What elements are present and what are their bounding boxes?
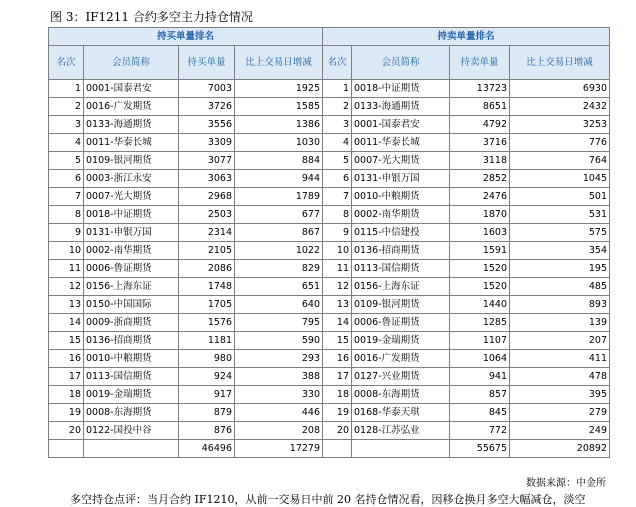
long-group-header: 持买单量排名 [49,28,323,46]
short-change-cell: 776 [510,134,610,152]
short-change-cell: 411 [510,350,610,368]
long-member-cell: 0150-中国国际 [84,296,179,314]
rank-cell: 10 [49,242,84,260]
long-change-cell: 1925 [235,80,323,98]
short-member-cell: 0008-东海期货 [352,386,450,404]
table-row [49,368,610,386]
table-row [49,242,610,260]
long-member-cell: 0133-海通期货 [84,116,179,134]
rank-cell: 8 [49,206,84,224]
long-change-cell: 388 [235,368,323,386]
rank-cell: 6 [49,170,84,188]
long-change-cell: 1022 [235,242,323,260]
long-member-cell: 0136-招商期货 [84,332,179,350]
table-row [49,314,610,332]
long-change-cell: 795 [235,314,323,332]
long-volume-cell: 3077 [179,152,235,170]
short-volume-cell: 1870 [450,206,510,224]
rank-cell: 1 [323,80,352,98]
long-change-cell: 1386 [235,116,323,134]
member-header: 会员简称 [352,46,450,80]
short-volume-cell: 857 [450,386,510,404]
long-member-cell: 0002-南华期货 [84,242,179,260]
rank-cell: 14 [49,314,84,332]
rank-cell: 5 [49,152,84,170]
rank-cell: 20 [323,422,352,440]
rank-cell: 5 [323,152,352,170]
short-member-cell: 0109-银河期货 [352,296,450,314]
table-row [49,188,610,206]
long-volume-cell: 879 [179,404,235,422]
rank-cell: 10 [323,242,352,260]
short-change-header: 比上交易日增减 [510,46,610,80]
rank-cell: 18 [49,386,84,404]
table-row [49,350,610,368]
table-row [49,296,610,314]
figure-caption: 图 3：IF1211 合约多空主力持仓情况 [50,10,253,24]
footer-commentary: 多空持仓点评：当月合约 IF1210，从前一交易日中前 20 名持仓情况看，因移仓换月多空大幅减仓，淡空 [70,493,586,506]
short-volume-cell: 1064 [450,350,510,368]
short-change-cell: 575 [510,224,610,242]
long-change-cell: 651 [235,278,323,296]
data-source: 数据来源：中金所 [526,478,606,489]
rank-cell: 12 [323,278,352,296]
short-change-cell: 354 [510,242,610,260]
long-member-cell: 0008-东海期货 [84,404,179,422]
rank-cell: 2 [323,98,352,116]
long-volume-cell: 7003 [179,80,235,98]
long-volume-header: 持买单量 [179,46,235,80]
short-volume-cell: 772 [450,422,510,440]
long-change-cell: 590 [235,332,323,350]
long-volume-cell: 2086 [179,260,235,278]
rank-cell: 17 [323,368,352,386]
long-member-cell: 0001-国泰君安 [84,80,179,98]
short-member-cell: 0115-中信建投 [352,224,450,242]
total-short-change: 20892 [510,440,610,458]
short-change-cell: 893 [510,296,610,314]
total-member-cell [84,440,179,458]
short-change-cell: 395 [510,386,610,404]
table-row [49,260,610,278]
total-long-change: 17279 [235,440,323,458]
short-change-cell: 195 [510,260,610,278]
rank-cell: 19 [49,404,84,422]
short-volume-cell: 2476 [450,188,510,206]
short-volume-cell: 13723 [450,80,510,98]
rank-cell: 3 [323,116,352,134]
short-member-cell: 0019-金瑞期货 [352,332,450,350]
rank-cell: 9 [323,224,352,242]
member-header: 会员简称 [84,46,179,80]
short-change-cell: 207 [510,332,610,350]
short-change-cell: 478 [510,368,610,386]
rank-cell: 4 [49,134,84,152]
table-row [49,206,610,224]
short-member-cell: 0136-招商期货 [352,242,450,260]
rank-cell: 12 [49,278,84,296]
short-volume-cell: 845 [450,404,510,422]
short-volume-cell: 2852 [450,170,510,188]
short-volume-cell: 1107 [450,332,510,350]
rank-cell: 18 [323,386,352,404]
table-row [49,98,610,116]
long-volume-cell: 1705 [179,296,235,314]
short-volume-cell: 3716 [450,134,510,152]
long-change-cell: 944 [235,170,323,188]
long-volume-cell: 3556 [179,116,235,134]
long-change-cell: 1585 [235,98,323,116]
short-change-cell: 485 [510,278,610,296]
short-change-cell: 279 [510,404,610,422]
long-volume-cell: 3063 [179,170,235,188]
rank-cell: 8 [323,206,352,224]
rank-cell: 1 [49,80,84,98]
short-volume-cell: 1285 [450,314,510,332]
short-member-cell: 0001-国泰君安 [352,116,450,134]
long-volume-cell: 876 [179,422,235,440]
rank-cell: 15 [323,332,352,350]
long-member-cell: 0113-国信期货 [84,368,179,386]
long-member-cell: 0122-国投中谷 [84,422,179,440]
long-member-cell: 0018-中证期货 [84,206,179,224]
long-change-cell: 677 [235,206,323,224]
short-member-cell: 0010-中粮期货 [352,188,450,206]
rank-cell: 7 [323,188,352,206]
long-member-cell: 0156-上海东证 [84,278,179,296]
long-change-cell: 293 [235,350,323,368]
total-long-volume: 46496 [179,440,235,458]
long-volume-cell: 917 [179,386,235,404]
rank-cell: 20 [49,422,84,440]
long-change-cell: 1789 [235,188,323,206]
long-change-cell: 446 [235,404,323,422]
total-short-volume: 55675 [450,440,510,458]
short-change-cell: 3253 [510,116,610,134]
short-volume-cell: 1591 [450,242,510,260]
long-change-cell: 640 [235,296,323,314]
short-volume-cell: 941 [450,368,510,386]
table-row [49,170,610,188]
long-change-cell: 829 [235,260,323,278]
long-volume-cell: 2968 [179,188,235,206]
rank-cell: 2 [49,98,84,116]
position-ranking-table [48,27,610,458]
long-change-cell: 208 [235,422,323,440]
long-change-cell: 330 [235,386,323,404]
rank-cell: 14 [323,314,352,332]
rank-cell: 6 [323,170,352,188]
short-member-cell: 0127-兴业期货 [352,368,450,386]
total-rank-cell [49,440,84,458]
short-volume-cell: 4792 [450,116,510,134]
short-group-header: 持卖单量排名 [323,28,610,46]
long-volume-cell: 924 [179,368,235,386]
column-header-row [49,46,610,80]
rank-cell: 11 [49,260,84,278]
rank-cell: 4 [323,134,352,152]
long-volume-cell: 2503 [179,206,235,224]
short-volume-cell: 1440 [450,296,510,314]
short-volume-cell: 1520 [450,278,510,296]
short-volume-cell: 1520 [450,260,510,278]
rank-cell: 9 [49,224,84,242]
short-member-cell: 0018-中证期货 [352,80,450,98]
short-member-cell: 0128-江苏弘业 [352,422,450,440]
rank-cell: 3 [49,116,84,134]
long-member-cell: 0009-浙商期货 [84,314,179,332]
rank-cell: 17 [49,368,84,386]
total-row [49,440,610,458]
short-change-cell: 764 [510,152,610,170]
short-volume-header: 持卖单量 [450,46,510,80]
rank-cell: 15 [49,332,84,350]
long-volume-cell: 980 [179,350,235,368]
long-volume-cell: 2314 [179,224,235,242]
short-member-cell: 0168-华泰天琪 [352,404,450,422]
short-change-cell: 1045 [510,170,610,188]
short-member-cell: 0002-南华期货 [352,206,450,224]
total-member-cell [352,440,450,458]
table-row [49,134,610,152]
long-volume-cell: 2105 [179,242,235,260]
long-change-cell: 884 [235,152,323,170]
rank-header: 名次 [49,46,84,80]
rank-header: 名次 [323,46,352,80]
short-member-cell: 0131-申银万国 [352,170,450,188]
short-change-cell: 6930 [510,80,610,98]
table-row [49,152,610,170]
table-row [49,116,610,134]
short-volume-cell: 3118 [450,152,510,170]
total-rank-cell [323,440,352,458]
long-change-cell: 867 [235,224,323,242]
short-member-cell: 0007-光大期货 [352,152,450,170]
short-member-cell: 0006-鲁证期货 [352,314,450,332]
long-volume-cell: 1181 [179,332,235,350]
short-member-cell: 0011-华泰长城 [352,134,450,152]
short-member-cell: 0156-上海东证 [352,278,450,296]
long-member-cell: 0011-华泰长城 [84,134,179,152]
rank-cell: 13 [49,296,84,314]
long-member-cell: 0109-银河期货 [84,152,179,170]
short-change-cell: 531 [510,206,610,224]
long-volume-cell: 3309 [179,134,235,152]
table-row [49,80,610,98]
table-row [49,224,610,242]
long-volume-cell: 3726 [179,98,235,116]
long-change-cell: 1030 [235,134,323,152]
short-member-cell: 0113-国信期货 [352,260,450,278]
table-row [49,386,610,404]
long-volume-cell: 1748 [179,278,235,296]
short-member-cell: 0016-广发期货 [352,350,450,368]
rank-cell: 7 [49,188,84,206]
table-row [49,404,610,422]
group-header-row [49,28,610,46]
long-member-cell: 0019-金瑞期货 [84,386,179,404]
rank-cell: 13 [323,296,352,314]
long-member-cell: 0010-中粮期货 [84,350,179,368]
table-row [49,422,610,440]
rank-cell: 11 [323,260,352,278]
short-member-cell: 0133-海通期货 [352,98,450,116]
short-volume-cell: 8651 [450,98,510,116]
long-member-cell: 0016-广发期货 [84,98,179,116]
long-change-header: 比上交易日增减 [235,46,323,80]
long-member-cell: 0003-浙江永安 [84,170,179,188]
long-member-cell: 0007-光大期货 [84,188,179,206]
short-change-cell: 249 [510,422,610,440]
ranking-rows [49,80,610,440]
short-volume-cell: 1603 [450,224,510,242]
long-member-cell: 0131-申银万国 [84,224,179,242]
rank-cell: 16 [49,350,84,368]
short-change-cell: 501 [510,188,610,206]
short-change-cell: 139 [510,314,610,332]
short-change-cell: 2432 [510,98,610,116]
long-volume-cell: 1576 [179,314,235,332]
rank-cell: 16 [323,350,352,368]
table-row [49,332,610,350]
table-row [49,278,610,296]
rank-cell: 19 [323,404,352,422]
long-member-cell: 0006-鲁证期货 [84,260,179,278]
